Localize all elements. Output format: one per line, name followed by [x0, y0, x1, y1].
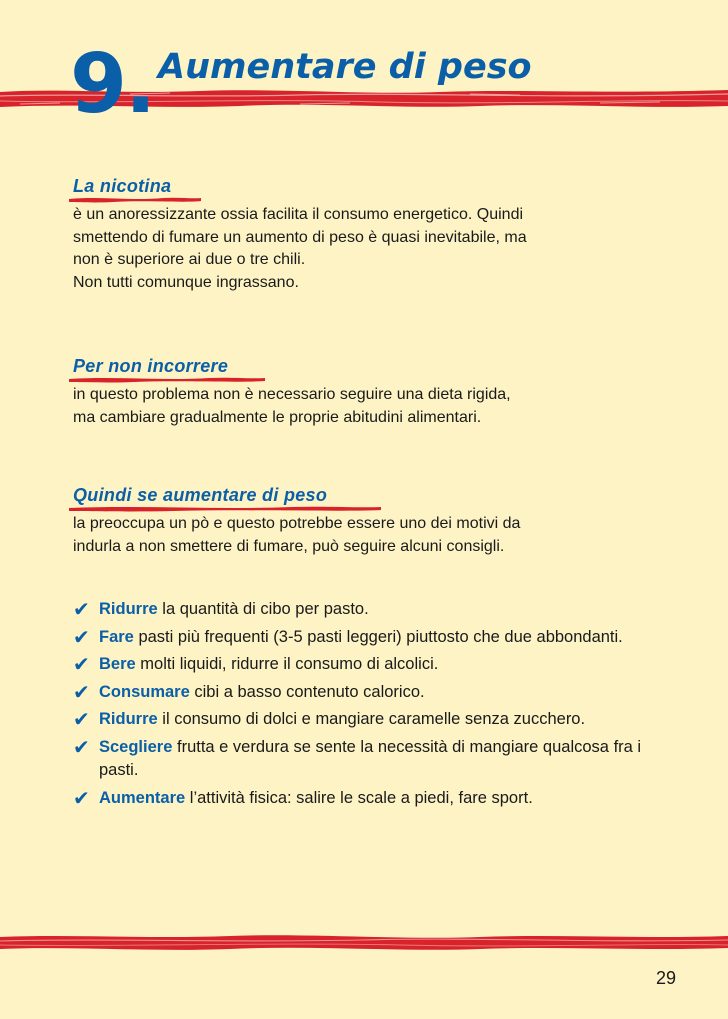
tip-keyword: Fare: [99, 627, 134, 646]
checkmark-icon: ✔: [73, 652, 90, 676]
tips-list: [73, 598, 655, 814]
footer-red-stripe: [0, 928, 728, 956]
section-heading-text: Per non incorrere: [73, 356, 229, 376]
checkmark-icon: ✔: [73, 707, 90, 731]
tip-keyword: Aumentare: [99, 788, 186, 807]
body-line: indurla a non smettere di fumare, può seguire alcuni consigli.: [73, 537, 505, 555]
section-body: [73, 513, 655, 558]
section-per-non-incorrere: [73, 355, 655, 429]
list-item: [73, 653, 655, 677]
tip-keyword: Ridurre: [99, 710, 158, 728]
chapter-title: Aumentare di peso: [158, 47, 532, 87]
checkmark-icon: ✔: [73, 597, 90, 621]
list-item: [73, 736, 655, 783]
tip-text: il consumo di dolci e mangiare caramelle senza zucchero.: [162, 710, 586, 728]
checkmark-icon: ✔: [73, 679, 90, 704]
body-line: non è superiore ai due o tre chili.: [73, 251, 306, 268]
body-line: è un anoressizzante ossia facilita il consumo energetico. Quindi: [73, 206, 524, 223]
list-item: [73, 708, 655, 732]
section-heading: [73, 175, 201, 204]
section-nicotina: [73, 175, 655, 294]
section-heading-text: Quindi se aumentare di peso: [73, 485, 328, 505]
tip-keyword: Ridurre: [99, 600, 158, 618]
body-line: la preoccupa un pò e questo potrebbe essere uno dei motivi da: [73, 515, 521, 532]
checkmark-icon: ✔: [73, 734, 90, 759]
checkmark-icon: ✔: [73, 785, 90, 810]
list-item: [73, 598, 655, 622]
section-body: [73, 204, 655, 294]
tip-text: molti liquidi, ridurre il consumo di alcolici.: [140, 655, 439, 673]
tip-text: l’attività fisica: salire le scale a piedi, fare sport.: [189, 788, 533, 807]
checkmark-icon: ✔: [73, 624, 90, 649]
body-line: smettendo di fumare un aumento di peso è quasi inevitabile, ma: [73, 228, 527, 246]
chapter-number: 9.: [70, 37, 155, 132]
tip-text: pasti più frequenti (3-5 pasti leggeri) piuttosto che due abbondanti.: [138, 627, 623, 646]
tip-text: frutta e verdura se sente la necessità di mangiare qualcosa fra i pasti.: [99, 737, 642, 779]
section-heading-text: La nicotina: [73, 176, 172, 196]
section-quindi-se-aumentare: [73, 484, 655, 558]
section-heading: [73, 355, 265, 384]
tip-text: cibi a basso contenuto calorico.: [194, 682, 425, 701]
tip-keyword: Bere: [99, 655, 136, 673]
list-item: [73, 681, 655, 705]
list-item: [73, 787, 655, 811]
body-line: in questo problema non è necessario seguire una dieta rigida,: [73, 386, 511, 403]
tip-text: la quantità di cibo per pasto.: [162, 600, 369, 618]
page-number: 29: [655, 968, 676, 988]
section-body: [73, 384, 655, 429]
tip-keyword: Consumare: [99, 682, 190, 701]
body-line: ma cambiare gradualmente le proprie abitudini alimentari.: [73, 408, 482, 426]
list-item: [73, 626, 655, 650]
section-heading: [73, 484, 381, 513]
tip-keyword: Scegliere: [99, 737, 173, 756]
body-line: Non tutti comunque ingrassano.: [73, 273, 299, 291]
